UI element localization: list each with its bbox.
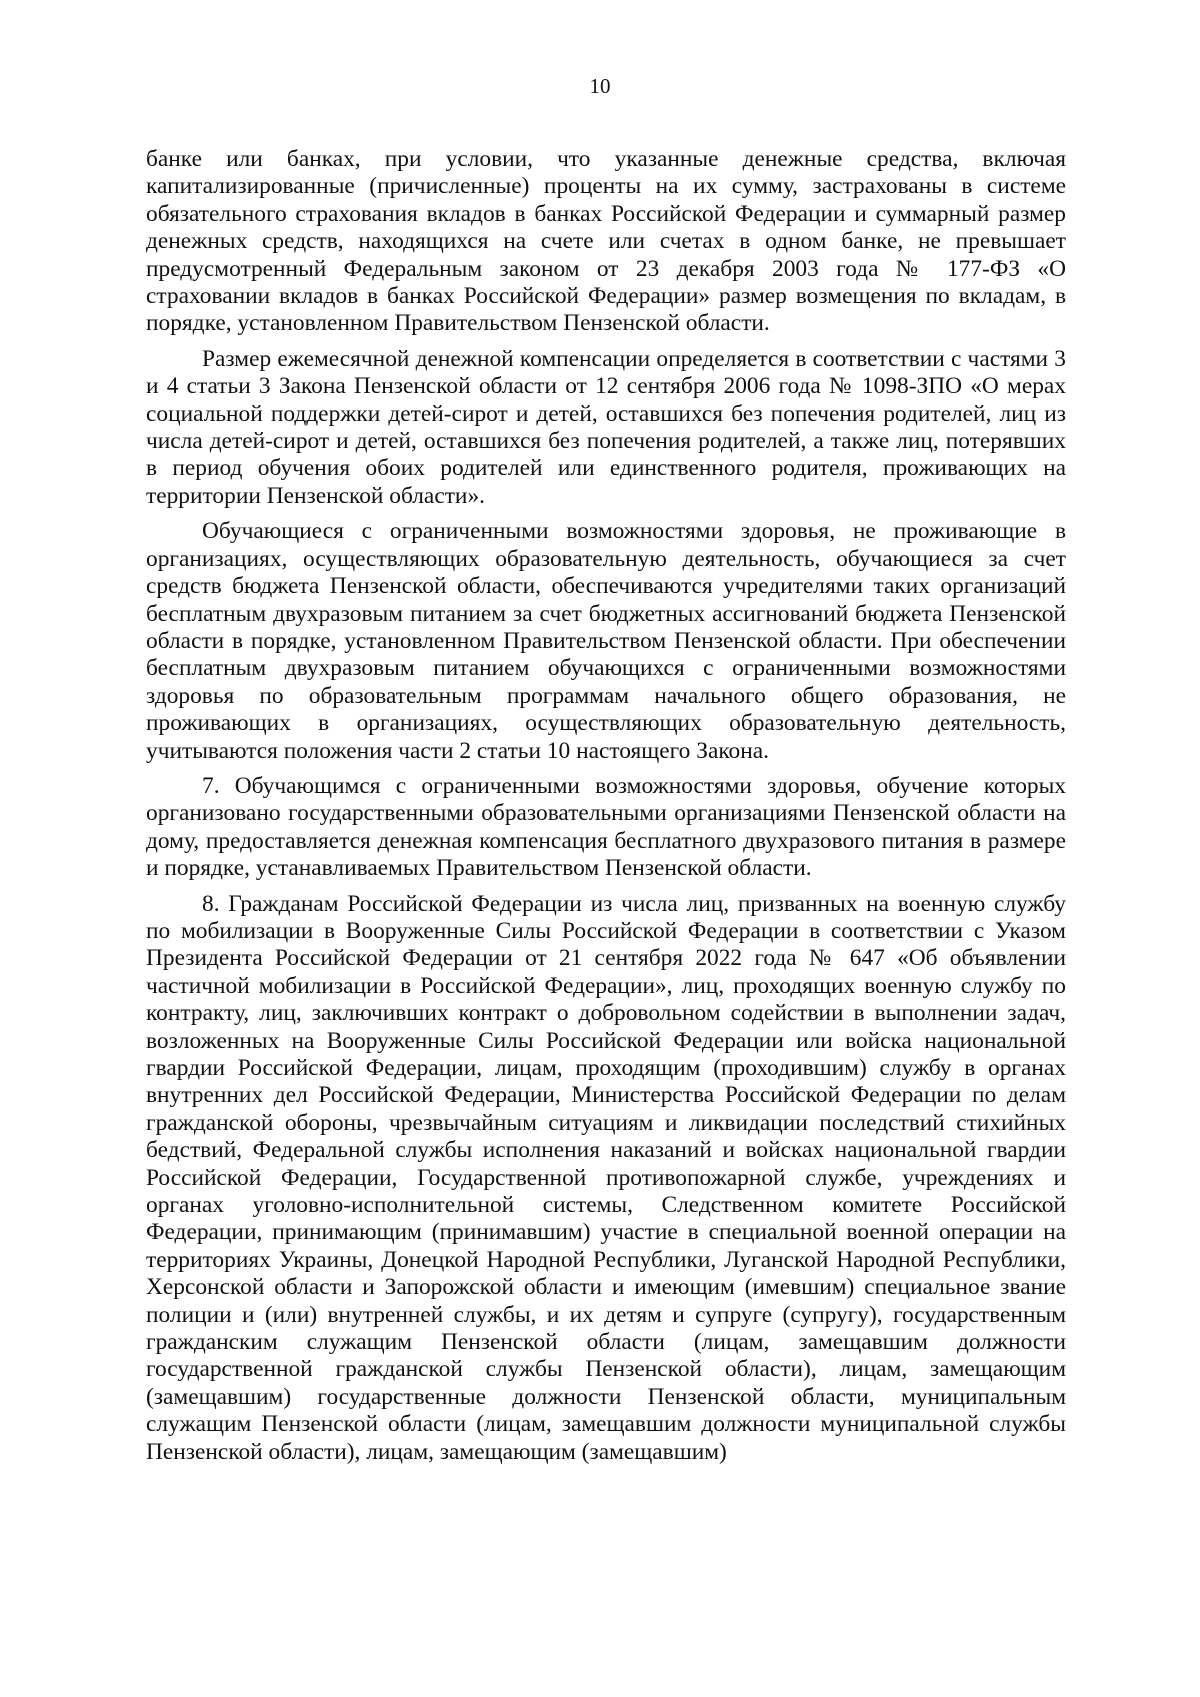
paragraph-item-8: 8. Гражданам Российской Федерации из числа лиц, призванных на военную службу по мобилизации в Вооруженные Силы Российской Федерации в соответствии с Указом Президента Российской Федерации от 21 сентября 2022 года № 647 «Об объявлении частичной мобилизации в Российской Федерации», лиц, проходящих военную службу по контракту, лиц, заключивших контракт о добровольном содействии в выполнении задач, возложенных на Вооруженные Силы Российской Федерации или войска национальной гвардии Российской Федерации, лицам, проходящим (проходившим) службу в органах внутренних дел Российской Федерации, Министерства Российской Федерации по делам гражданской обороны, чрезвычайным ситуациям и ликвидации последствий стихийных бедствий, Федеральной службы исполнения наказаний и войсках национальной гвардии Российской Федерации, Государственной противопожарной службе, учреждениях и органах уголовно-исполнительной системы, Следственном комитете Российской Федерации, принимающим (принимавшим) участие в специальной военной операции на территориях Украины, Донецкой Народной Республики, Луганской Народной Республики, Херсонской области и Запорожской области и имеющим (имевшим) специальное звание полиции и (или) внутренней службы, и их детям и супруге (супругу), государственным гражданским служащим Пензенской области (лицам, замещавшим должности государственной гражданской службы Пензенской области), лицам, замещающим (замещавшим) государственные должности Пензенской области, муниципальным служащим Пензенской области (лицам, замещавшим должности муниципальной службы Пензенской области), лицам, замещающим (замещавшим) [146, 890, 1066, 1465]
paragraph-item-7: 7. Обучающимся с ограниченными возможностями здоровья, обучение которых организовано государственными образовательными организациями Пензенской области на дому, предоставляется денежная компенсация бесплатного двухразового питания в размере и порядке, устанавливаемых Правительством Пензенской области. [146, 772, 1066, 882]
paragraph-continuation: банке или банках, при условии, что указанные денежные средства, включая капитализированные (причисленные) проценты на их сумму, застрахованы в системе обязательного страхования вкладов в банках Российской Федерации и суммарный размер денежных средств, находящихся на счете или счетах в одном банке, не превышает предусмотренный Федеральным законом от 23 декабря 2003 года № 177-ФЗ «О страховании вкладов в банках Российской Федерации» размер возмещения по вкладам, в порядке, установленном Правительством Пензенской области. [146, 146, 1066, 337]
page-number: 10 [589, 74, 611, 98]
paragraph-disabled-students-meals: Обучающиеся с ограниченными возможностями здоровья, не проживающие в организациях, осуществляющих образовательную деятельность, обучающиеся за счет средств бюджета Пензенской области, обеспечиваются учредителями таких организаций бесплатным двухразовым питанием за счет бюджетных ассигнований бюджета Пензенской области в порядке, установленном Правительством Пензенской области. При обеспечении бесплатным двухразовым питанием обучающихся с ограниченными возможностями здоровья по образовательным программам начального общего образования, не проживающих в организациях, осуществляющих образовательную деятельность, учитываются положения части 2 статьи 10 настоящего Закона. [146, 518, 1066, 764]
paragraph-compensation-size: Размер ежемесячной денежной компенсации определяется в соответствии с частями 3 и 4 статьи 3 Закона Пензенской области от 12 сентября 2006 года № 1098-ЗПО «О мерах социальной поддержки детей-сирот и детей, оставшихся без попечения родителей, лиц из числа детей-сирот и детей, оставшихся без попечения родителей, а также лиц, потерявших в период обучения обоих родителей или единственного родителя, проживающих на территории Пензенской области». [146, 345, 1066, 509]
document-body [146, 146, 1066, 1474]
